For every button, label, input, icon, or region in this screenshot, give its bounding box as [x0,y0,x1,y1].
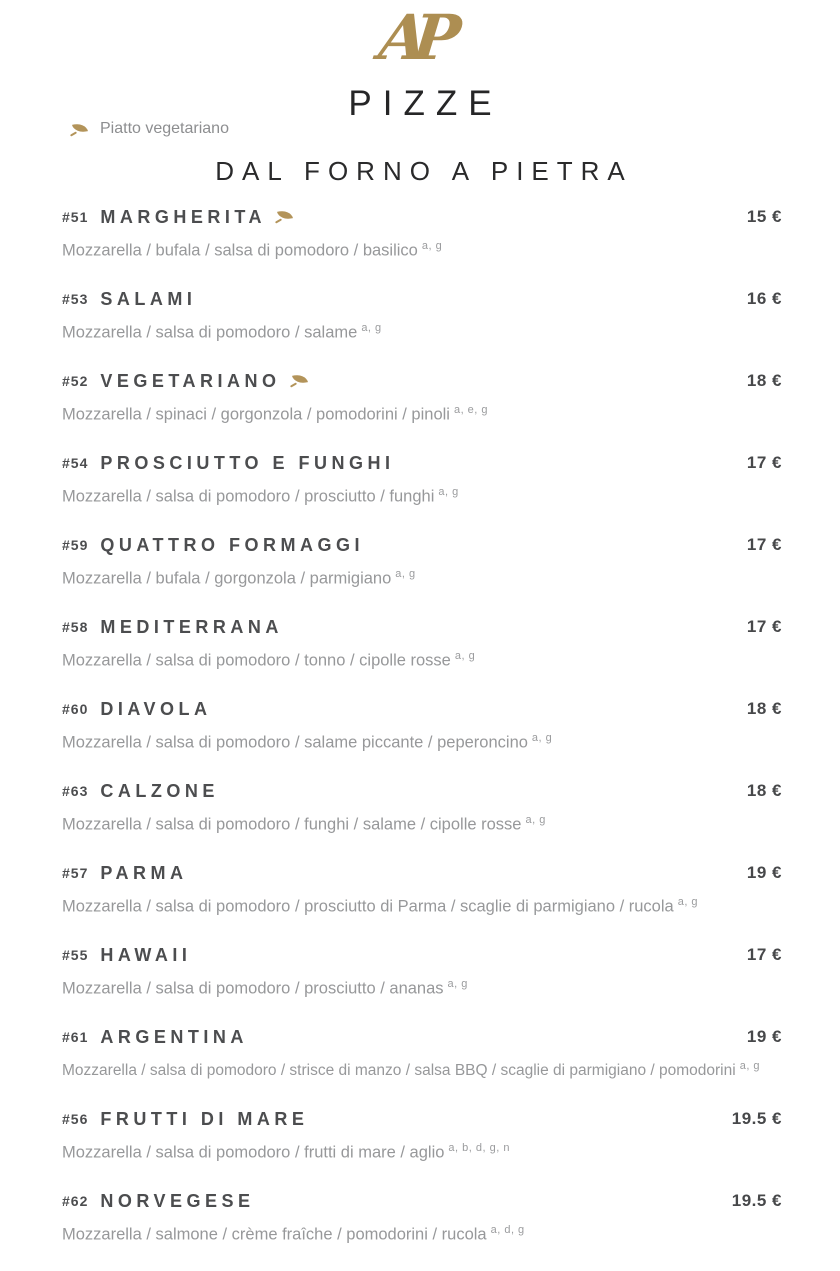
item-price: 18 € [746,781,782,800]
vegetarian-leaf-icon [275,210,293,223]
item-price: 18 € [746,699,782,718]
item-name: VEGETARIANO [100,371,281,391]
menu-item-header [62,205,782,229]
item-number: #61 [62,1029,89,1045]
item-number: #58 [62,619,89,635]
item-price: 17 € [746,453,782,472]
menu-item-header [62,451,782,475]
item-ingredients-text: Mozzarella / salsa di pomodoro / prosciutto di Parma / scaglie di parmigiano / rucola [62,897,674,916]
menu-item-header [62,533,782,557]
item-ingredients-text: Mozzarella / salsa di pomodoro / salame piccante / peperoncino [62,733,528,752]
item-ingredients [62,564,782,590]
item-ingredients [62,728,782,754]
item-number: #52 [62,373,89,389]
item-ingredients [62,318,782,344]
menu-list [62,205,782,1271]
item-ingredients [62,810,782,836]
menu-item [62,697,782,754]
item-number: #62 [62,1192,89,1209]
item-allergens: a, g [454,650,476,662]
item-number: #63 [62,783,89,799]
item-allergens: a, g [395,568,416,580]
vegetarian-legend [70,120,229,138]
item-ingredients-text: Mozzarella / salsa di pomodoro / funghi / salame / cipolle rosse [62,815,522,834]
item-ingredients-text: Mozzarella / salsa di pomodoro / strisce di manzo / salsa BBQ / scaglie di parmigiano / pomodorini [62,1062,736,1080]
item-name: CALZONE [100,781,219,801]
item-price: 19.5 € [731,1108,782,1128]
item-price: 19 € [746,863,782,882]
item-price: 15 € [746,207,782,226]
menu-item [62,369,782,426]
item-ingredients [62,1220,782,1246]
menu-item [62,779,782,836]
menu-item-header [62,779,782,803]
menu-item-header [62,287,782,311]
item-price: 17 € [746,617,782,636]
item-number: #54 [62,455,89,471]
item-price: 18 € [746,371,782,390]
item-name: SALAMI [100,289,197,309]
menu-item [62,287,782,344]
item-name: NORVEGESE [100,1190,255,1211]
item-allergens: a, g [531,732,553,744]
item-number: #51 [62,209,89,225]
menu-item-header [62,1025,782,1049]
item-price: 17 € [746,945,782,964]
item-ingredients-text: Mozzarella / bufala / salsa di pomodoro / basilico [62,241,418,260]
item-allergens: a, g [361,322,382,334]
item-price: 19 € [746,1027,782,1046]
item-allergens: a, g [447,978,468,990]
item-ingredients [62,400,782,426]
item-ingredients-text: Mozzarella / salmone / crème fraîche / pomodorini / rucola [62,1225,487,1244]
menu-item [62,1025,782,1081]
item-allergens: a, g [677,896,699,908]
menu-item [62,615,782,672]
menu-item [62,451,782,508]
item-number: #53 [62,291,89,307]
menu-item-header [62,861,782,885]
section-subtitle: DAL FORNO A PIETRA [215,156,633,186]
item-allergens: a, g [421,240,443,252]
item-number: #55 [62,947,89,963]
item-ingredients [62,974,782,1000]
item-name: ARGENTINA [100,1027,248,1047]
item-ingredients-text: Mozzarella / bufala / gorgonzola / parmigiano [62,569,392,588]
vegetarian-leaf-icon [290,374,308,387]
menu-item-header [62,1189,782,1213]
item-ingredients-text: Mozzarella / salsa di pomodoro / prosciutto / ananas [62,979,444,998]
item-ingredients [62,236,782,262]
item-name: FRUTTI DI MARE [100,1108,309,1129]
item-name: MEDITERRANA [100,617,283,637]
item-ingredients [62,646,782,672]
vegetarian-leaf-icon [70,123,88,136]
item-allergens: a, g [525,814,546,826]
item-allergens: a, b, d, g, n [448,1141,510,1154]
item-ingredients [62,1056,782,1081]
item-ingredients [62,482,782,508]
item-number: #57 [62,865,89,881]
item-name: PROSCIUTTO E FUNGHI [100,453,395,473]
item-name: DIAVOLA [100,699,212,719]
menu-item-header [62,697,782,721]
item-number: #60 [62,701,89,717]
item-ingredients-text: Mozzarella / salsa di pomodoro / frutti di mare / aglio [62,1143,445,1162]
item-name: PARMA [100,863,188,883]
item-ingredients-text: Mozzarella / spinaci / gorgonzola / pomodorini / pinoli [62,405,450,424]
item-ingredients [62,892,782,918]
item-ingredients-text: Mozzarella / salsa di pomodoro / salame [62,323,358,342]
item-price: 16 € [746,289,782,308]
menu-item-header [62,615,782,639]
item-number: #56 [62,1110,89,1127]
menu-item-header [62,1107,782,1131]
item-allergens: a, d, g [490,1223,525,1236]
item-price: 17 € [746,535,782,554]
item-allergens: a, e, g [453,404,489,416]
item-name: MARGHERITA [100,207,267,227]
menu-item [62,943,782,1000]
restaurant-logo-monogram: AP [375,1,451,74]
menu-item [62,533,782,590]
menu-item-header [62,943,782,967]
vegetarian-legend-label: Piatto vegetariano [100,120,229,137]
page-title: PIZZE [348,84,503,123]
item-number: #59 [62,537,89,553]
item-ingredients-text: Mozzarella / salsa di pomodoro / prosciutto / funghi [62,487,435,506]
item-name: QUATTRO FORMAGGI [100,535,365,555]
item-allergens: a, g [438,486,459,498]
item-allergens: a, g [739,1060,761,1072]
menu-item-header [62,369,782,393]
item-ingredients-text: Mozzarella / salsa di pomodoro / tonno / cipolle rosse [62,651,451,670]
menu-item [62,205,782,262]
item-name: HAWAII [100,945,192,965]
item-price: 19.5 € [731,1190,782,1210]
menu-item [62,861,782,918]
menu-item [62,1107,782,1164]
item-ingredients [62,1138,782,1164]
